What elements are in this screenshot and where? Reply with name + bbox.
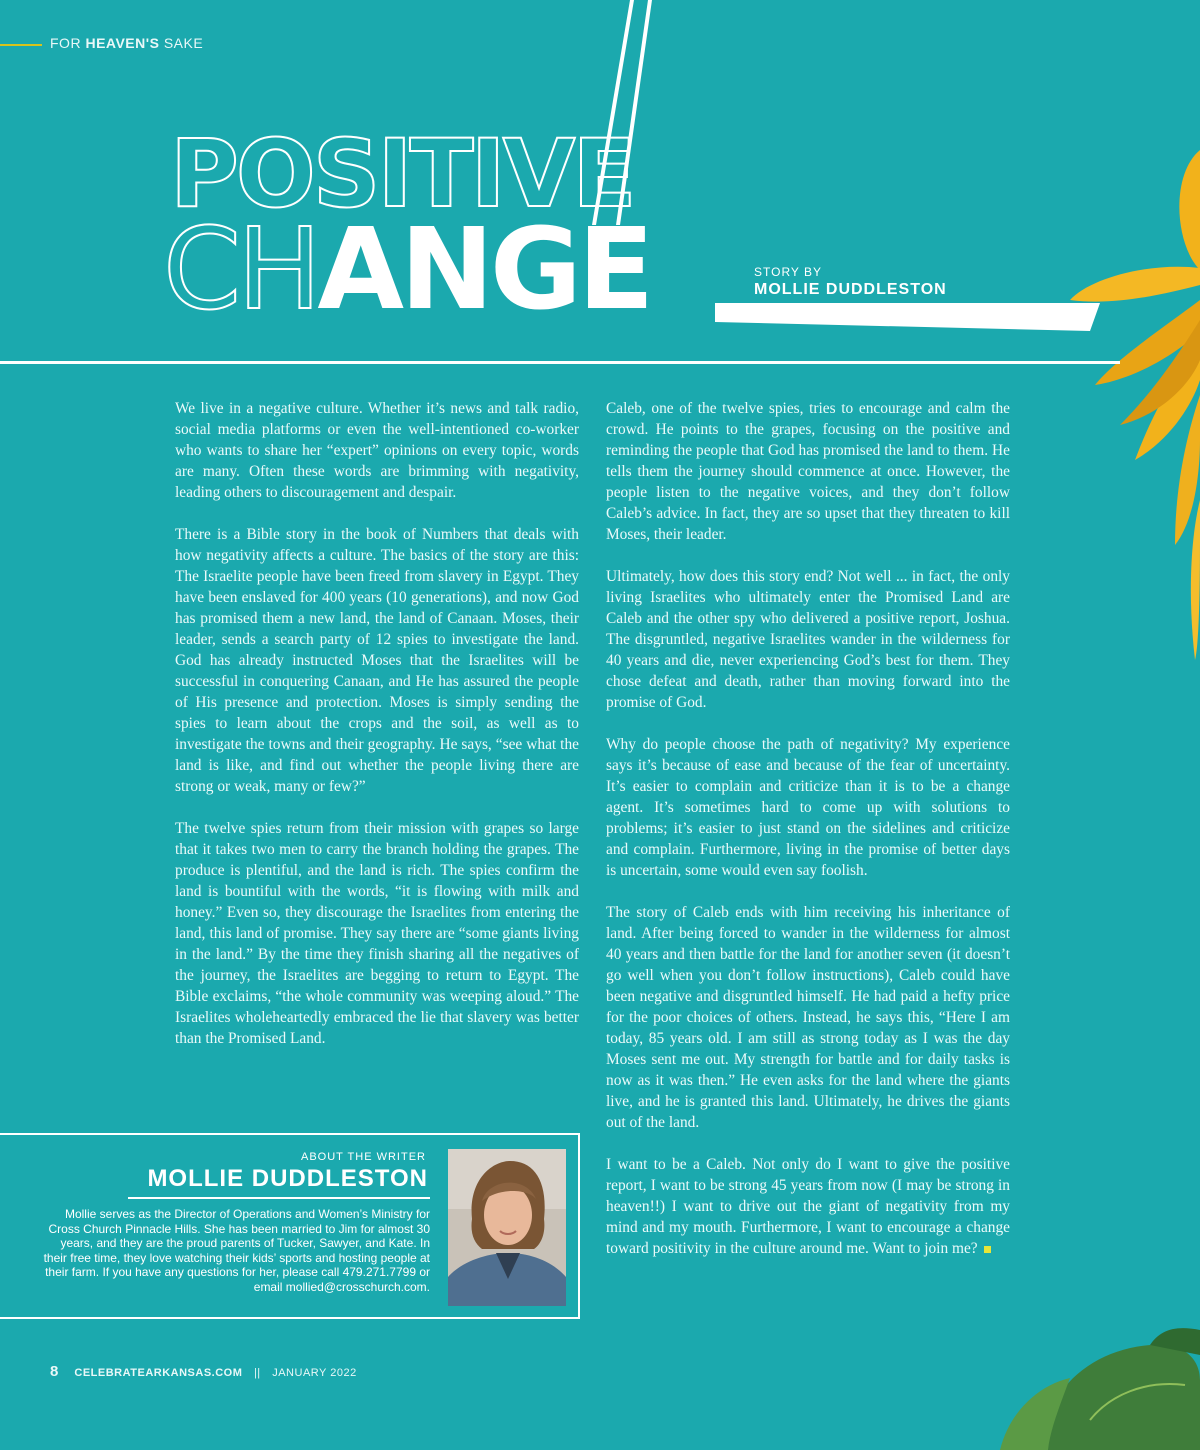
end-of-article-mark	[984, 1246, 991, 1253]
about-name-underline	[128, 1197, 430, 1199]
about-label: ABOUT THE WRITER	[301, 1151, 426, 1163]
article-paragraph: The story of Caleb ends with him receiving his inheritance of land. After being forced to wander in the wilderness for almost 40 years and then battle for the land for another seven (it doesn’t go well when you don’t follow instructions), Caleb could have been negative and disgruntled himself. He had paid a hefty price for the poor choices of others. Instead, he says this, “Here I am today, 85 years old. I am still as strong today as I was the day Moses sent me out. My strength for battle and for daily tasks is now as it was then.” He even asks for the land where the giants live, and he is granted this land. Ultimately, he drives the giants out of the land.	[606, 904, 1010, 1131]
about-writer-bio: Mollie serves as the Director of Operations and Women’s Ministry for Cross Church Pinnacle Hills. She has been married to Jim for almost 30 years, and they are the proud parents of Tucker, Sawyer, and Kate. In their free time, they love watching their kids’ sports and hosting people at their farm. If you have any questions for her, please call 479.271.7799 or email mollied@crosschurch.com.	[43, 1207, 430, 1294]
headline-solid-part: ANGE	[317, 205, 651, 335]
footer-issue-date: JANUARY 2022	[272, 1367, 357, 1379]
byline-label: STORY BY	[754, 265, 823, 279]
byline-author: MOLLIE DUDDLESTON	[754, 281, 947, 298]
headline-line-1: POSITIVE	[170, 120, 634, 229]
about-writer-name: MOLLIE DUDDLESTON	[147, 1165, 428, 1192]
headline-outline-part: CH	[163, 205, 318, 335]
article-final-paragraph: I want to be a Caleb. Not only do I want to give the positive report, I want to be strong 45 years from now (I may be strong in heaven!!) I want to drive out the giant of negativity from my mind and my mouth. Furthermore, I want to encourage a change toward positivity in the culture around me. Want to join me?	[606, 1156, 1010, 1257]
article-paragraph: We live in a negative culture. Whether it’s news and talk radio, social media platforms or even the well-intentioned co-worker who wants to share her “expert” opinions on every topic, words are many. Often these words are brimming with negativity, leading others to discouragement and despair.	[175, 400, 579, 501]
page-number: 8	[50, 1363, 59, 1380]
footer-separator: ||	[253, 1367, 261, 1379]
flower-petals-decoration	[1070, 150, 1200, 660]
article-column-right	[606, 398, 1010, 1280]
article-column-left	[175, 398, 579, 1070]
byline	[754, 265, 947, 299]
headline-line-2	[163, 205, 651, 335]
article-paragraph: Ultimately, how does this story end? Not well ... in fact, the only living Israelites who ultimately enter the Promised Land are Caleb and the other spy who delivered a positive report, Joshua. The disgruntled, negative Israelites wander in the wilderness for 40 years and die, never experiencing God’s best for them. They chose defeat and death, rather than moving forward into the promise of God.	[606, 568, 1010, 711]
article-paragraph: Caleb, one of the twelve spies, tries to encourage and calm the crowd. He points to the grapes, focusing on the positive and reminding the people that God has promised the land to them. He tells them the journey should commence at once. However, the people listen to the negative voices, and they don’t follow Caleb’s advice. In fact, they are so upset that they threaten to kill Moses, their leader.	[606, 400, 1010, 543]
article-paragraph: There is a Bible story in the book of Numbers that deals with how negativity affects a culture. The basics of the story are this: The Israelite people have been freed from slavery in Egypt. They have been enslaved for 400 years (10 generations), and now God has promised them a new land, the land of Canaan. Moses, their leader, sends a search party of 12 spies to investigate the land. God has already instructed Moses that the Israelites will be successful in conquering Canaan, and He has assured the people of His presence and protection. Moses is simply sending the spies to learn about the crops and the soil, as well as to investigate the towns and their geography. He says, “see what the land is like, and find out whether the people living there are strong or weak, many or few?”	[175, 526, 579, 795]
page-footer	[50, 1363, 357, 1380]
leaves-decoration	[1000, 1328, 1200, 1450]
article-paragraph: Why do people choose the path of negativity? My experience says it’s because of ease and because of the fear of uncertainty. It’s easier to complain and criticize than it is to be a change agent. It’s sometimes hard to come up with solutions to problems; it’s easier to just stand on the sidelines and criticize and complain. Furthermore, living in the promise of better days is uncertain, some would even say foolish.	[606, 736, 1010, 879]
footer-website: CELEBRATEARKANSAS.COM	[74, 1367, 243, 1379]
article-paragraph: The twelve spies return from their mission with grapes so large that it takes two men to carry the branch holding the grapes. The produce is plentiful, and the land is rich. The spies confirm the land is bountiful with the words, “it is flowing with milk and honey.” Even so, they discourage the Israelites from entering the land, this land of promise. They say there are “some giants living in the land.” By the time they finish sharing all the negatives of the journey, the Israelites are begging to return to Egypt. The Bible exclaims, “the whole community was weeping aloud.” The Israelites wholeheartedly embraced the lie that slavery was better than the Promised Land.	[175, 820, 579, 1047]
author-photo	[448, 1149, 566, 1306]
section-label: FOR HEAVEN'S SAKE	[50, 35, 204, 51]
section-accent-rule	[0, 44, 42, 46]
